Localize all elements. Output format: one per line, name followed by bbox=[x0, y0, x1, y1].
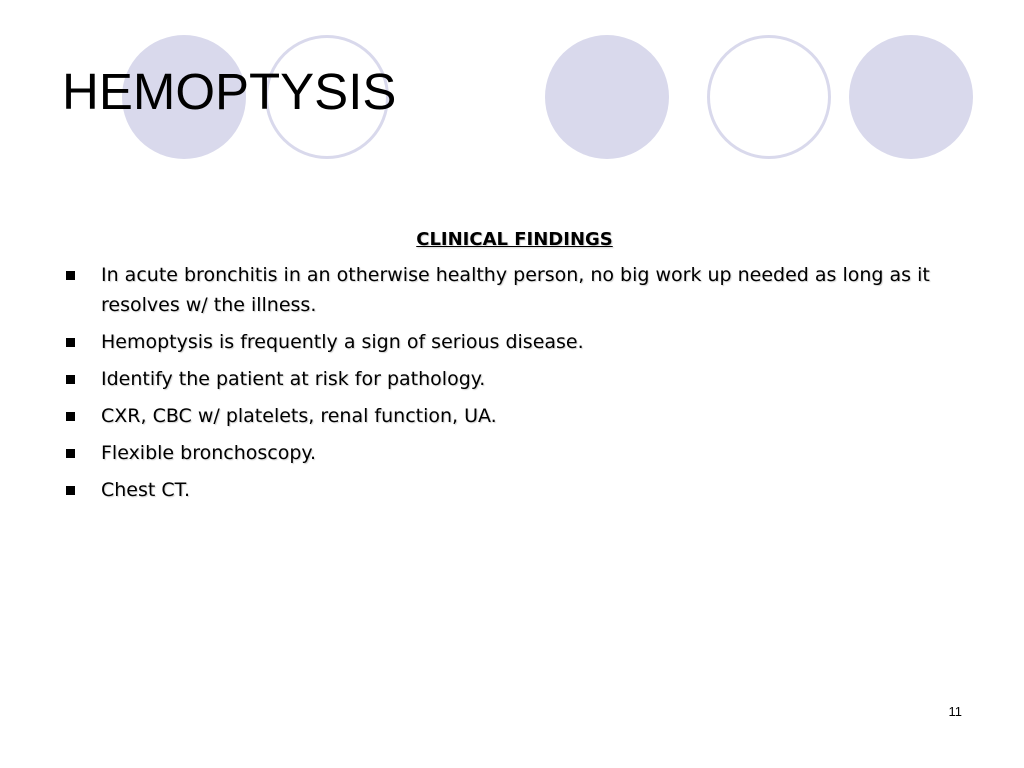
list-item-text: Chest CT. bbox=[101, 479, 191, 502]
page-number: 11 bbox=[948, 704, 962, 719]
section-heading: CLINICAL FINDINGS bbox=[416, 229, 613, 250]
list-item-text: CXR, CBC w/ platelets, renal function, UA. bbox=[101, 405, 497, 428]
list-item bbox=[62, 401, 967, 431]
list-item-text: Flexible bronchoscopy. bbox=[101, 442, 316, 465]
list-item bbox=[62, 327, 967, 357]
square-bullet-icon bbox=[66, 271, 75, 280]
list-item-text: In acute bronchitis in an otherwise healthy person, no big work up needed as long as it resolves w/ the illness. bbox=[101, 264, 930, 317]
decorative-circle-filled bbox=[849, 35, 973, 159]
square-bullet-icon bbox=[66, 486, 75, 495]
slide-title: HEMOPTYSIS bbox=[62, 63, 397, 120]
list-item bbox=[62, 364, 967, 394]
square-bullet-icon bbox=[66, 338, 75, 347]
decorative-circle-filled bbox=[545, 35, 669, 159]
square-bullet-icon bbox=[66, 449, 75, 458]
slide-content bbox=[62, 228, 967, 512]
list-item bbox=[62, 475, 967, 505]
square-bullet-icon bbox=[66, 412, 75, 421]
bullet-list bbox=[62, 260, 967, 505]
decorative-circle-ring bbox=[707, 35, 831, 159]
list-item bbox=[62, 260, 967, 320]
list-item-text: Identify the patient at risk for pathology. bbox=[101, 368, 486, 391]
list-item bbox=[62, 438, 967, 468]
square-bullet-icon bbox=[66, 375, 75, 384]
list-item-text: Hemoptysis is frequently a sign of serious disease. bbox=[101, 331, 584, 354]
